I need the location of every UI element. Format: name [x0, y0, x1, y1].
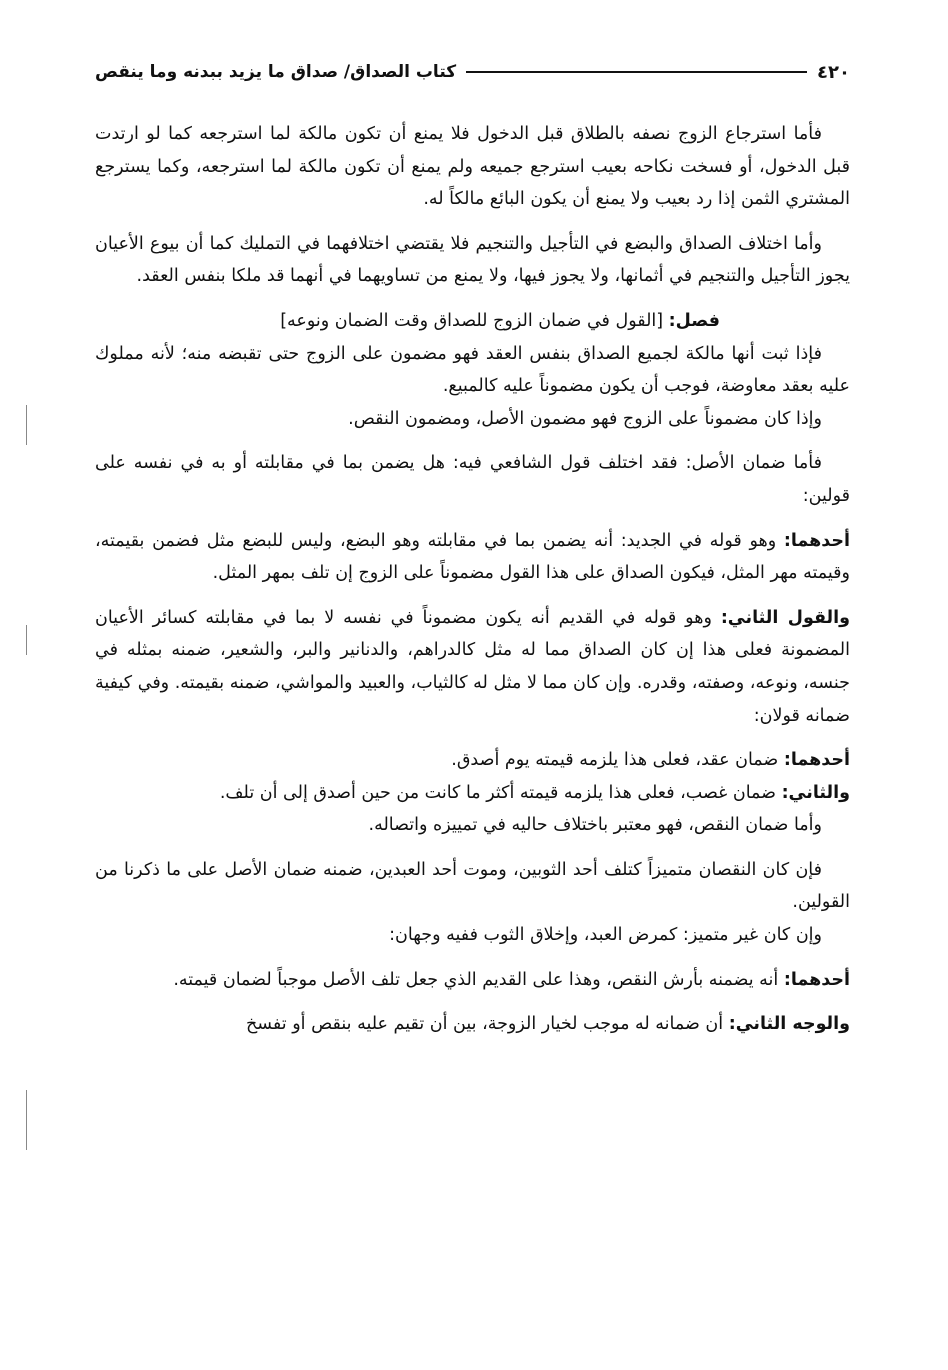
page-number: ٤٢٠	[817, 61, 850, 83]
paragraph-lead: والوجه الثاني:	[728, 1014, 850, 1035]
paragraph	[95, 919, 850, 952]
section-heading	[95, 305, 850, 338]
page-header	[95, 52, 850, 92]
paragraph	[95, 777, 850, 810]
margin-mark	[26, 625, 27, 655]
paragraph-lead: والقول الثاني:	[720, 607, 850, 628]
paragraph-lead: أحدهما:	[783, 750, 850, 771]
paragraph	[95, 338, 850, 403]
paragraph-text: وإذا كان مضموناً على الزوج فهو مضمون الأصل، ومضمون النقص.	[348, 408, 822, 429]
paragraph-text: أنه يضمنه بأرش النقص، وهذا على القديم الذي جعل تلف الأصل موجباً لضمان قيمته.	[173, 969, 784, 990]
paragraph	[95, 854, 850, 919]
paragraph	[95, 228, 850, 293]
paragraph-text: وأما اختلاف الصداق والبضع في التأجيل والتنجيم فلا يقتضي اختلافهما في التمليك كما أن بيوع الأعيان يجوز التأجيل والتنجيم في أثمانها، ولا يجوز فيها، ولا يمنع من تساويهما في أنهما قد ملكا بنفس العقد.	[95, 233, 850, 287]
paragraph	[95, 744, 850, 777]
paragraph	[95, 447, 850, 512]
page-body	[95, 118, 850, 1041]
paragraph	[95, 525, 850, 590]
running-title: كتاب الصداق/ صداق ما يزيد ببدنه وما ينقص	[95, 62, 457, 82]
paragraph	[95, 809, 850, 842]
paragraph-text: وأما ضمان النقص، فهو معتبر باختلاف حاليه في تمييزه واتصاله.	[368, 815, 822, 836]
paragraph-text: أن ضمانه له موجب لخيار الزوجة، بين أن تقيم عليه بنقص أو تفسخ	[246, 1014, 729, 1035]
paragraph	[95, 118, 850, 216]
paragraph-text: وإن كان غير متميز: كمرض العبد، وإخلاق الثوب ففيه وجهان:	[389, 925, 822, 946]
margin-mark	[26, 1090, 27, 1150]
paragraph	[95, 1008, 850, 1041]
paragraph-text: وهو قوله في الجديد: أنه يضمن بما في مقابلته وهو البضع، وليس للبضع مثل فضمن بقيمته، وقيمته مهر المثل، فيكون الصداق على هذا القول مضموناً على الزوج إن تلف بمهر المثل.	[95, 530, 850, 584]
paragraph-lead: والثاني:	[781, 782, 850, 803]
paragraph-text: ضمان عقد، فعلى هذا يلزمه قيمته يوم أصدق.	[451, 750, 784, 771]
paragraph-text: ضمان غصب، فعلى هذا يلزمه قيمته أكثر ما كانت من حين أصدق إلى أن تلف.	[219, 782, 782, 803]
paragraph-text: وهو قوله في القديم أنه يكون مضموناً في نفسه لا بما في مقابلته كسائر الأعيان المضمونة فعلى هذا إن كان الصداق مما له مثل كالدراهم، والدنانير والبر، والشعير، ضمنه بمثله في جنسه، ونوعه، وصفته، وقدره. وإن كان مما لا مثل له كالثياب، والعبيد والمواشي، ضمنه بقيمته. وفي كيفية ضمانه قولان:	[95, 607, 850, 726]
paragraph-lead: أحدهما:	[783, 969, 850, 990]
paragraph-lead: أحدهما:	[783, 530, 850, 551]
paragraph-text: فإذا ثبت أنها مالكة لجميع الصداق بنفس العقد فهو مضمون على الزوج حتى تقبضه منه؛ لأنه مملوك عليه بعقد معاوضة، فوجب أن يكون مضموناً عليه كالمبيع.	[95, 343, 850, 397]
paragraph-text: فأما استرجاع الزوج نصفه بالطلاق قبل الدخول فلا يمنع أن تكون مالكة لما استرجعه كما لو ارتدت قبل الدخول، أو فسخت نكاحه بعيب استرجع جميعه ولم يمنع أن تكون مالكة لما استرجعه، وكما يسترجع المشتري الثمن إذا رد بعيب ولا يمنع أن يكون البائع مالكاً له.	[95, 124, 850, 210]
page	[95, 52, 850, 1041]
paragraph	[95, 403, 850, 436]
section-title: [القول في ضمان الزوج للصداق وقت الضمان ونوعه]	[280, 310, 669, 331]
margin-mark	[26, 405, 27, 445]
header-rule	[466, 71, 807, 73]
paragraph	[95, 602, 850, 732]
paragraph-text: فأما ضمان الأصل: فقد اختلف قول الشافعي فيه: هل يضمن بما في مقابلته أو به في نفسه على قولين:	[95, 453, 850, 506]
section-label: فصل:	[668, 310, 720, 331]
paragraph-text: فإن كان النقصان متميزاً كتلف أحد الثوبين، وموت أحد العبدين، ضمنه ضمان الأصل على ما ذكرنا من القولين.	[95, 859, 850, 913]
paragraph	[95, 964, 850, 997]
